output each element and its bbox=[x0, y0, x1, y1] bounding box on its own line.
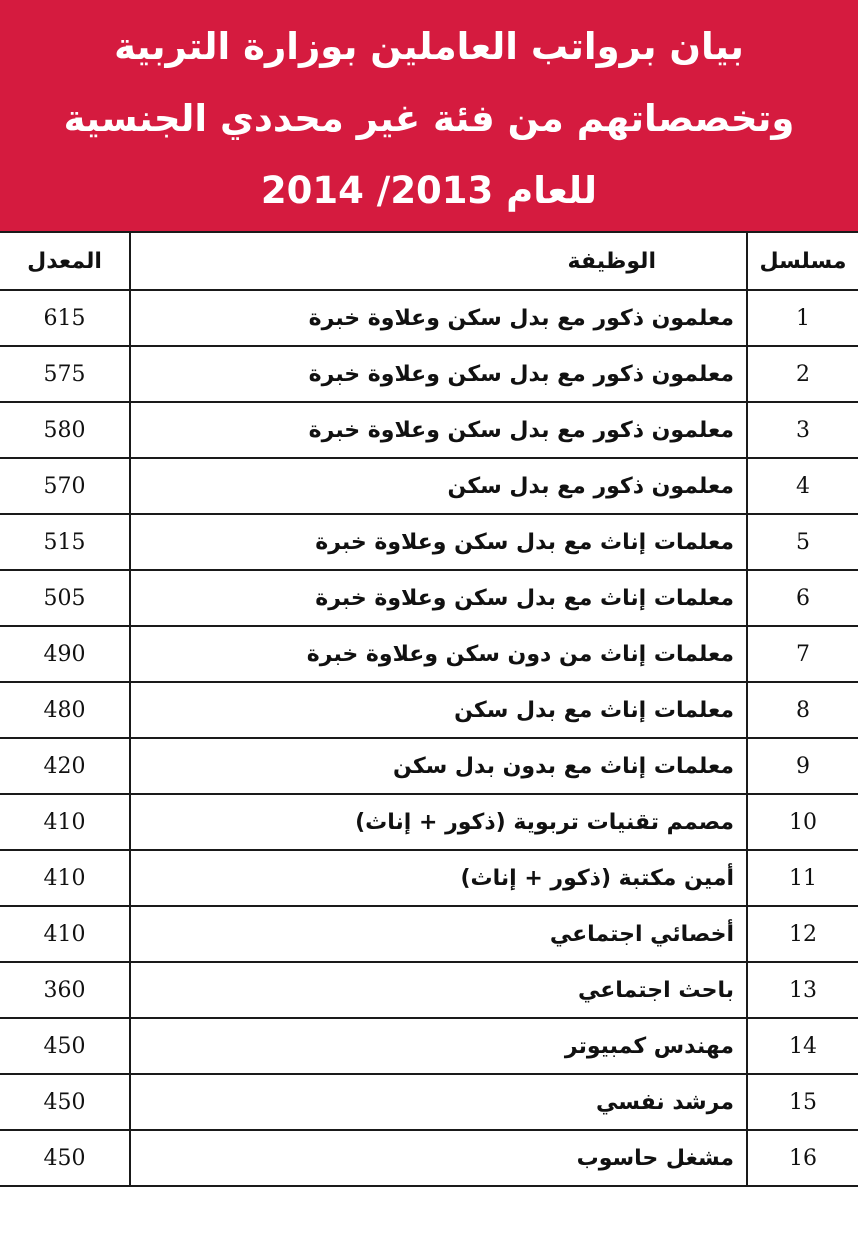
table-row bbox=[0, 1018, 858, 1074]
rate-cell: 410 bbox=[0, 794, 130, 850]
rate-cell: 450 bbox=[0, 1018, 130, 1074]
job-cell: مشغل حاسوب bbox=[130, 1130, 747, 1186]
serial-cell: 12 bbox=[747, 906, 858, 962]
serial-cell: 1 bbox=[747, 290, 858, 346]
job-cell: معلمات إناث مع بدون بدل سكن bbox=[130, 738, 747, 794]
table-row bbox=[0, 738, 858, 794]
title-line-1: بيان برواتب العاملين بوزارة التربية bbox=[114, 24, 744, 68]
table-row bbox=[0, 458, 858, 514]
serial-cell: 16 bbox=[747, 1130, 858, 1186]
job-cell: مصمم تقنيات تربوية (ذكور + إناث) bbox=[130, 794, 747, 850]
rate-cell: 420 bbox=[0, 738, 130, 794]
serial-cell: 6 bbox=[747, 570, 858, 626]
job-cell: معلمون ذكور مع بدل سكن وعلاوة خبرة bbox=[130, 346, 747, 402]
job-cell: معلمات إناث مع بدل سكن وعلاوة خبرة bbox=[130, 514, 747, 570]
table-row bbox=[0, 346, 858, 402]
job-cell: معلمون ذكور مع بدل سكن وعلاوة خبرة bbox=[130, 290, 747, 346]
table-row bbox=[0, 1074, 858, 1130]
job-cell: معلمات إناث مع بدل سكن وعلاوة خبرة bbox=[130, 570, 747, 626]
serial-cell: 3 bbox=[747, 402, 858, 458]
table-row bbox=[0, 850, 858, 906]
rate-cell: 450 bbox=[0, 1074, 130, 1130]
job-cell: معلمون ذكور مع بدل سكن bbox=[130, 458, 747, 514]
column-header-job: الوظيفة bbox=[130, 232, 747, 290]
table-row bbox=[0, 682, 858, 738]
serial-cell: 5 bbox=[747, 514, 858, 570]
serial-cell: 11 bbox=[747, 850, 858, 906]
rate-cell: 410 bbox=[0, 906, 130, 962]
serial-cell: 7 bbox=[747, 626, 858, 682]
serial-cell: 9 bbox=[747, 738, 858, 794]
title-line-2: وتخصصاتهم من فئة غير محددي الجنسية bbox=[63, 96, 795, 140]
job-cell: معلمات إناث من دون سكن وعلاوة خبرة bbox=[130, 626, 747, 682]
table-row bbox=[0, 794, 858, 850]
rate-cell: 490 bbox=[0, 626, 130, 682]
rate-cell: 505 bbox=[0, 570, 130, 626]
serial-cell: 15 bbox=[747, 1074, 858, 1130]
job-cell: باحث اجتماعي bbox=[130, 962, 747, 1018]
serial-cell: 8 bbox=[747, 682, 858, 738]
job-cell: أمين مكتبة (ذكور + إناث) bbox=[130, 850, 747, 906]
title-banner bbox=[0, 0, 858, 231]
serial-cell: 10 bbox=[747, 794, 858, 850]
job-cell: معلمات إناث مع بدل سكن bbox=[130, 682, 747, 738]
rate-cell: 615 bbox=[0, 290, 130, 346]
table-row bbox=[0, 402, 858, 458]
job-cell: معلمون ذكور مع بدل سكن وعلاوة خبرة bbox=[130, 402, 747, 458]
serial-cell: 14 bbox=[747, 1018, 858, 1074]
serial-cell: 13 bbox=[747, 962, 858, 1018]
rate-cell: 515 bbox=[0, 514, 130, 570]
column-header-serial: مسلسل bbox=[747, 232, 858, 290]
table-row bbox=[0, 290, 858, 346]
table-row bbox=[0, 962, 858, 1018]
table-header-row bbox=[0, 232, 858, 290]
table-row bbox=[0, 514, 858, 570]
job-cell: مهندس كمبيوتر bbox=[130, 1018, 747, 1074]
rate-cell: 410 bbox=[0, 850, 130, 906]
rate-cell: 480 bbox=[0, 682, 130, 738]
serial-cell: 2 bbox=[747, 346, 858, 402]
serial-cell: 4 bbox=[747, 458, 858, 514]
rate-cell: 580 bbox=[0, 402, 130, 458]
rate-cell: 570 bbox=[0, 458, 130, 514]
table-row bbox=[0, 570, 858, 626]
rate-cell: 450 bbox=[0, 1130, 130, 1186]
column-header-rate: المعدل bbox=[0, 232, 130, 290]
table-row bbox=[0, 626, 858, 682]
table-row bbox=[0, 1130, 858, 1186]
salary-table bbox=[0, 231, 858, 1187]
rate-cell: 575 bbox=[0, 346, 130, 402]
title-line-3: للعام 2013/ 2014 bbox=[260, 168, 598, 212]
job-cell: مرشد نفسي bbox=[130, 1074, 747, 1130]
table-row bbox=[0, 906, 858, 962]
job-cell: أخصائي اجتماعي bbox=[130, 906, 747, 962]
rate-cell: 360 bbox=[0, 962, 130, 1018]
